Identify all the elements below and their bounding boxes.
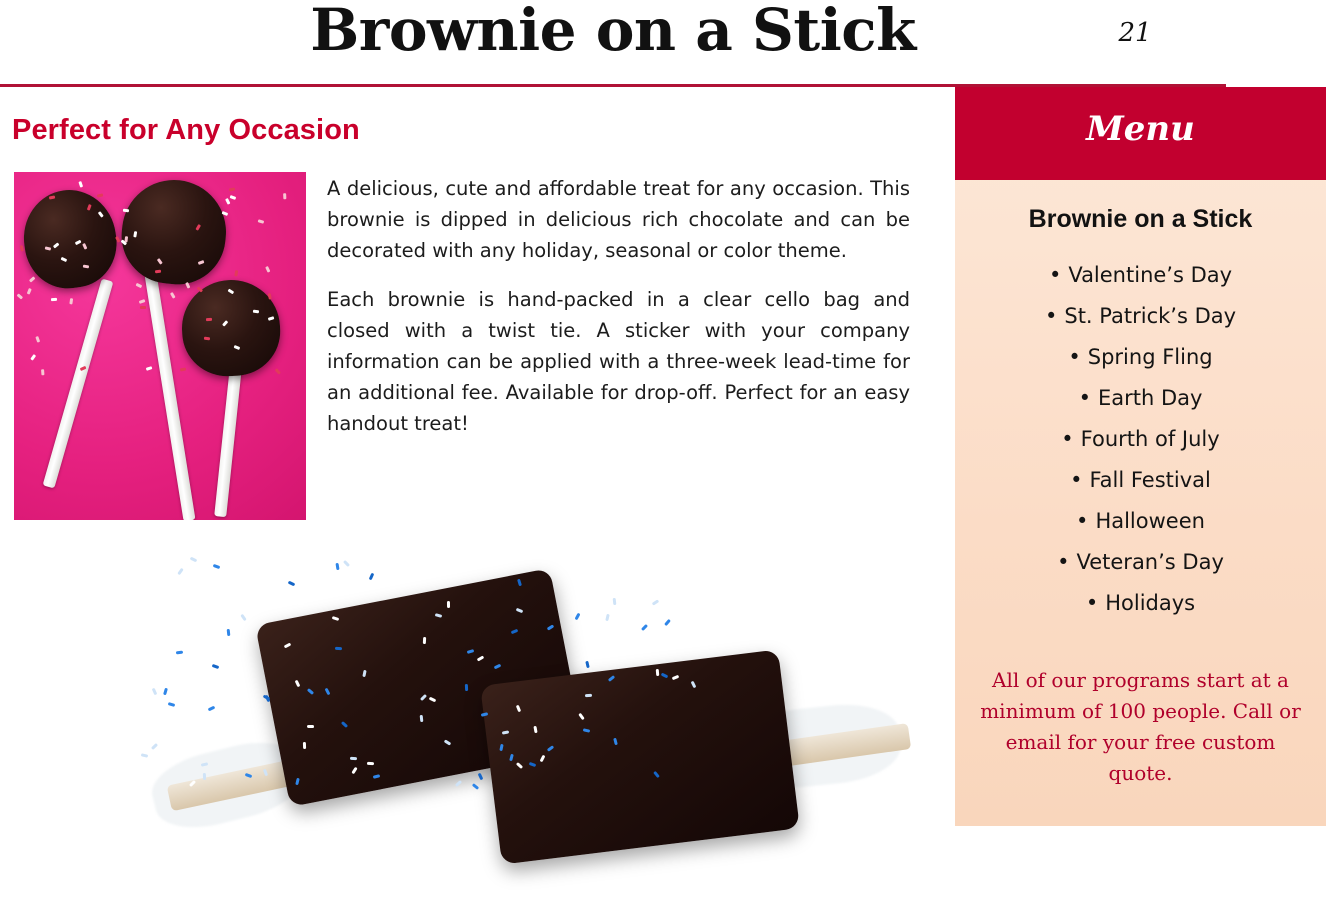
sprinkle xyxy=(368,572,374,580)
sprinkle xyxy=(226,629,230,636)
menu-item xyxy=(955,542,1326,583)
sprinkle xyxy=(455,780,462,787)
sprinkle xyxy=(297,602,304,606)
body-copy xyxy=(327,173,910,457)
menu-item-label: Valentine’s Day xyxy=(1068,263,1233,287)
minimum-order-note: All of our programs start at a minimum of 100 people. Call or email for your free custom quote. xyxy=(980,668,1301,785)
menu-item-label: Veteran’s Day xyxy=(1076,550,1224,574)
menu-item-label: Halloween xyxy=(1095,509,1205,533)
menu-item-label: Spring Fling xyxy=(1087,345,1213,369)
sprinkle xyxy=(447,601,450,608)
sprinkle xyxy=(82,264,88,267)
menu-item xyxy=(955,255,1326,296)
menu-item xyxy=(955,583,1326,624)
sprinkle xyxy=(275,368,281,374)
body-paragraph-1: A delicious, cute and affordable treat for any occasion. This brownie is dipped in delicious rich chocolate and can be decorated with any holiday, seasonal or color theme. xyxy=(327,177,910,262)
bullet-icon: • xyxy=(1057,550,1070,574)
sprinkle xyxy=(465,684,468,691)
bullet-icon: • xyxy=(1048,263,1062,287)
sprinkle xyxy=(283,193,286,199)
sprinkle xyxy=(230,195,236,199)
bullet-icon: • xyxy=(1068,345,1081,369)
sprinkle xyxy=(664,619,671,626)
sprinkle xyxy=(240,614,246,621)
main-content xyxy=(0,87,955,826)
sprinkle xyxy=(26,288,31,294)
bullet-icon: • xyxy=(1085,591,1099,615)
sprinkle xyxy=(253,309,259,312)
sprinkle xyxy=(215,581,222,588)
sprinkle xyxy=(141,753,148,757)
sprinkle xyxy=(477,772,483,780)
sprinkle xyxy=(146,366,152,370)
sprinkle xyxy=(167,702,175,707)
sprinkle xyxy=(140,306,146,309)
sprinkle xyxy=(343,560,350,567)
menu-title: Menu xyxy=(1086,109,1195,149)
sprinkle xyxy=(586,661,590,668)
section-heading: Perfect for Any Occasion xyxy=(12,114,360,146)
body-paragraph-2: Each brownie is hand-packed in a clear cello bag and closed with a twist tie. A sticker with your company information can be applied with a three-week lead-time for an additional fee. Available for drop-off. Perfect for an easy handout treat! xyxy=(327,288,910,435)
sprinkle xyxy=(336,563,340,570)
menu-sidebar xyxy=(955,87,1326,826)
sprinkle xyxy=(226,198,231,204)
menu-item xyxy=(955,501,1326,542)
sprinkle xyxy=(36,336,40,342)
sprinkle xyxy=(152,687,158,695)
sprinkle xyxy=(69,298,72,304)
menu-item xyxy=(955,460,1326,501)
sprinkle xyxy=(42,369,45,375)
sprinkle xyxy=(180,368,186,372)
menu-item-label: Holidays xyxy=(1105,591,1196,615)
sprinkle xyxy=(28,277,34,283)
sprinkle xyxy=(303,742,306,749)
sprinkle xyxy=(16,293,22,299)
sprinkle xyxy=(266,266,271,272)
sprinkle xyxy=(258,219,264,223)
sprinkle xyxy=(176,650,183,654)
sprinkle xyxy=(423,637,426,644)
sprinkle xyxy=(151,743,158,750)
sprinkle xyxy=(136,283,142,288)
sprinkle xyxy=(51,298,57,301)
menu-item xyxy=(955,378,1326,419)
sprinkle xyxy=(420,715,424,722)
menu-item xyxy=(955,337,1326,378)
sprinkle xyxy=(472,784,479,791)
bullet-icon: • xyxy=(1076,509,1089,533)
sprinkle xyxy=(206,318,212,321)
sprinkle xyxy=(97,193,103,197)
bullet-icon: • xyxy=(1044,304,1058,328)
menu-item-label: Earth Day xyxy=(1097,386,1203,410)
sprinkle xyxy=(208,706,216,712)
sprinkle xyxy=(190,557,198,563)
sprinkle xyxy=(171,292,176,298)
page-title: Brownie on a Stick xyxy=(310,0,916,64)
sprinkle xyxy=(229,187,235,190)
menu-item-label: St. Patrick’s Day xyxy=(1064,304,1237,328)
menu-item xyxy=(955,296,1326,337)
sprinkle xyxy=(269,293,273,299)
bullet-icon: • xyxy=(1070,468,1083,492)
pop-stick xyxy=(214,367,242,517)
sprinkle xyxy=(30,354,36,360)
menu-item-list xyxy=(955,255,1326,624)
menu-item-label: Fall Festival xyxy=(1089,468,1211,492)
sprinkle xyxy=(288,581,296,587)
page-header xyxy=(0,0,1326,84)
sprinkle xyxy=(185,667,189,674)
sprinkle xyxy=(613,598,617,605)
menu-item-label: Fourth of July xyxy=(1080,427,1220,451)
menu-item xyxy=(955,419,1326,460)
sprinkle xyxy=(243,557,251,563)
sprinkle xyxy=(248,602,256,607)
page-number: 21 xyxy=(1118,18,1152,48)
sprinkle xyxy=(307,725,314,728)
sprinkle xyxy=(606,613,610,620)
sprinkle xyxy=(20,245,24,251)
sprinkle xyxy=(213,564,221,569)
sprinkle xyxy=(212,664,220,669)
brownie xyxy=(480,649,800,864)
sprinkle xyxy=(234,270,237,276)
sprinkle xyxy=(79,181,83,187)
sprinkle xyxy=(652,599,660,605)
sprinkle xyxy=(575,613,581,621)
pop-stick xyxy=(43,279,114,489)
bullet-icon: • xyxy=(1078,386,1091,410)
sprinkle xyxy=(163,687,168,695)
sprinkle xyxy=(123,208,129,211)
sprinkle xyxy=(335,647,342,651)
menu-header xyxy=(955,87,1326,180)
sprinkle xyxy=(178,567,185,574)
sprinkle xyxy=(124,236,127,242)
sprinkle xyxy=(230,602,235,610)
brownie-pops-photo xyxy=(14,172,306,520)
sprinkle xyxy=(641,624,648,631)
sprinkle xyxy=(139,300,145,304)
brownies-photo xyxy=(140,557,955,913)
menu-subtitle: Brownie on a Stick xyxy=(1028,205,1253,233)
bullet-icon: • xyxy=(1061,427,1074,451)
